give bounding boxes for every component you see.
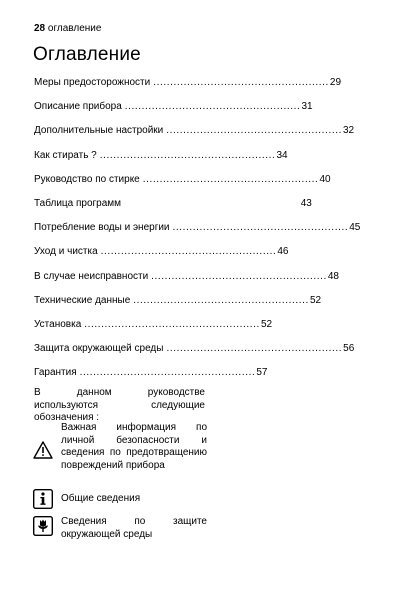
toc-item-label: Защита окружающей среды bbox=[34, 343, 164, 355]
toc-item-label: Гарантия bbox=[34, 367, 77, 379]
legend-item-text: Сведения по защите окружающей среды bbox=[61, 516, 207, 540]
dot-leader: .................................................... bbox=[124, 101, 301, 113]
toc-item-label: В случае неисправности bbox=[34, 270, 149, 282]
toc-item-care[interactable] bbox=[34, 246, 289, 270]
toc-item-page: 43 bbox=[300, 197, 312, 209]
legend-item-text: Важная информация по личной безопасности и сведения по предотвращению повреждений прибора bbox=[61, 422, 207, 471]
toc-item-technical-data[interactable] bbox=[34, 294, 322, 319]
toc-item-page: 40 bbox=[319, 173, 331, 185]
toc-item-page: 34 bbox=[276, 149, 288, 161]
page-number: 28 bbox=[34, 23, 46, 34]
warning-triangle-icon bbox=[33, 440, 53, 460]
toc-item-page: 57 bbox=[256, 367, 268, 379]
toc-item-page: 52 bbox=[309, 294, 322, 306]
toc-item-safety[interactable] bbox=[34, 77, 342, 101]
section-name: оглавление bbox=[47, 23, 102, 34]
dot-leader: .................................................... bbox=[84, 318, 260, 330]
toc-item-label: Меры предосторожности bbox=[34, 77, 151, 88]
toc-item-label: Установка bbox=[34, 318, 82, 330]
toc-item-consumption[interactable] bbox=[34, 222, 361, 246]
toc-item-page: 46 bbox=[277, 246, 289, 258]
toc-item-page: 52 bbox=[260, 318, 273, 330]
dot-leader: .................................................... bbox=[79, 367, 256, 379]
legend-item-text: Общие сведения bbox=[61, 493, 141, 504]
toc-item-label: Потребление воды и энергии bbox=[34, 222, 170, 234]
dot-leader: .................................................... bbox=[133, 294, 309, 306]
environment-flower-icon bbox=[33, 516, 53, 536]
toc-item-description[interactable] bbox=[34, 101, 313, 125]
dot-leader: .................................................... bbox=[166, 125, 342, 137]
toc-item-page: 31 bbox=[301, 101, 313, 113]
legend-item-info bbox=[33, 489, 207, 509]
toc-item-page: 45 bbox=[349, 222, 361, 234]
page-title: Оглавление bbox=[33, 44, 141, 65]
toc-item-page: 48 bbox=[327, 270, 339, 282]
dot-leader: .................................................... bbox=[151, 270, 327, 282]
toc-item-environment[interactable] bbox=[34, 343, 355, 367]
table-of-contents bbox=[34, 77, 361, 391]
toc-item-label: Уход и чистка bbox=[34, 246, 98, 258]
toc-item-washing-guide[interactable] bbox=[34, 173, 331, 198]
toc-item-label: Руководство по стирке bbox=[34, 173, 140, 185]
toc-item-troubleshooting[interactable] bbox=[34, 270, 339, 295]
toc-item-installation[interactable] bbox=[34, 318, 273, 343]
toc-item-page: 56 bbox=[343, 343, 355, 355]
toc-item-page: 29 bbox=[329, 77, 342, 88]
toc-item-label: Технические данные bbox=[34, 294, 131, 306]
legend-item-environment bbox=[33, 516, 207, 541]
dot-leader: .................................................... bbox=[166, 343, 343, 355]
toc-item-label: Описание прибора bbox=[34, 101, 122, 113]
toc-item-label: Как стирать ? bbox=[34, 149, 97, 161]
dot-leader: .................................................... bbox=[142, 173, 319, 185]
dot-leader: .................................................... bbox=[99, 149, 276, 161]
toc-item-page: 32 bbox=[342, 125, 355, 137]
toc-item-label: Дополнительные настройки bbox=[34, 125, 164, 137]
toc-item-programs-table[interactable] bbox=[34, 197, 312, 222]
dot-leader: .................................................... bbox=[153, 77, 329, 88]
toc-item-settings[interactable] bbox=[34, 125, 355, 149]
toc-item-label: Таблица программ bbox=[34, 197, 122, 209]
legend-item-warning bbox=[33, 422, 207, 472]
dot-leader: .................................................... bbox=[172, 222, 349, 234]
toc-item-how-to-wash[interactable] bbox=[34, 149, 288, 174]
legend-intro: В данном руководстве используются следующие обозначения : bbox=[34, 387, 205, 423]
dot-leader: .................................................... bbox=[100, 246, 277, 258]
page-header bbox=[34, 23, 101, 35]
info-icon bbox=[33, 489, 53, 509]
